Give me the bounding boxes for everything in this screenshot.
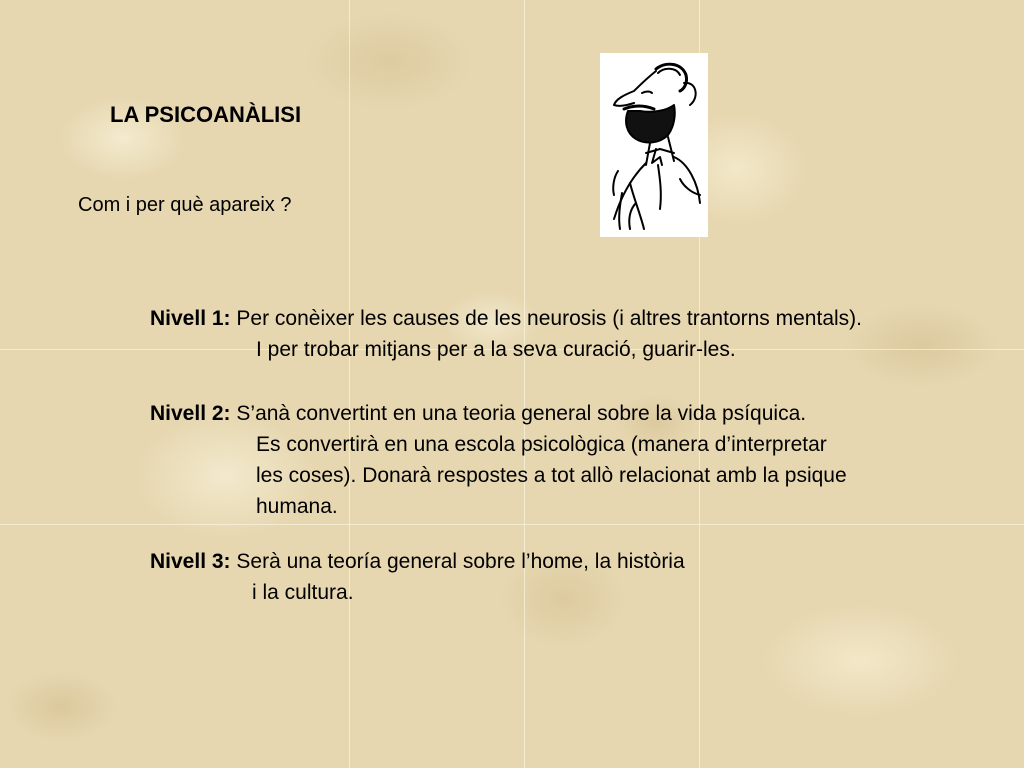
level-2-item [150, 398, 847, 522]
tile-line [524, 0, 525, 768]
slide-title: LA PSICOANÀLISI [110, 102, 302, 127]
level-label: Nivell 1: [150, 307, 231, 330]
level-text: Per conèixer les causes de les neurosis (i altres trantorns mentals). [236, 307, 862, 330]
level-text-continuation: humana. [256, 495, 338, 518]
level-text-continuation: Es convertirà en una escola psicològica (manera d’interpretar [256, 433, 827, 456]
freud-caricature-icon [600, 53, 708, 237]
level-text: S’anà convertint en una teoria general sobre la vida psíquica. [236, 402, 807, 425]
level-label: Nivell 3: [150, 550, 231, 573]
level-text: Serà una teoría general sobre l’home, la història [236, 550, 685, 573]
level-label: Nivell 2: [150, 402, 231, 425]
tile-line [0, 524, 1024, 525]
level-text-continuation: I per trobar mitjans per a la seva curació, guarir-les. [256, 338, 736, 361]
level-1-item [150, 303, 862, 365]
level-3-item [150, 546, 685, 608]
level-text-continuation: les coses). Donarà respostes a tot allò relacionat amb la psique [256, 464, 847, 487]
level-text-continuation: i la cultura. [252, 581, 354, 604]
slide-subtitle: Com i per què apareix ? [78, 194, 292, 216]
tile-line [349, 0, 350, 768]
